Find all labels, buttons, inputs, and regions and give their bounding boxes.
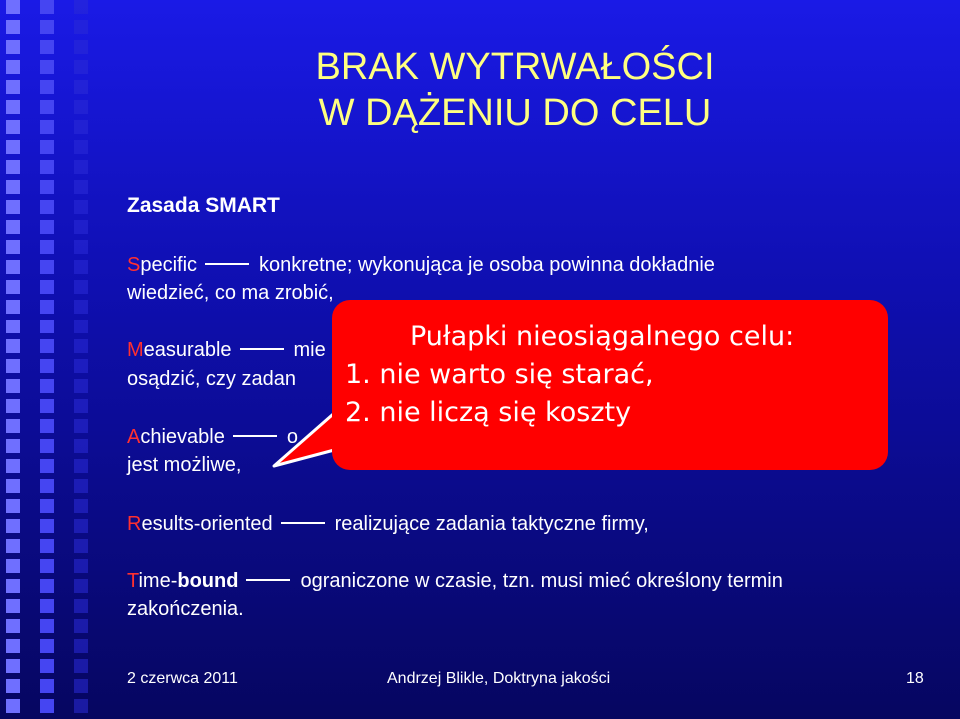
dash-separator [281,522,325,524]
decorative-square [74,339,88,353]
criterion-description: o [286,426,298,448]
decorative-square [6,619,20,633]
decorative-square [6,0,20,14]
decorative-square [40,579,54,593]
decorative-square [40,619,54,633]
criterion-description: konkretne; wykonująca je osoba powinna dokładnie [259,254,715,276]
decorative-square [74,479,88,493]
decorative-square [74,180,88,194]
decorative-square [40,260,54,274]
decorative-square [6,639,20,653]
decorative-square [40,60,54,74]
decorative-square [6,579,20,593]
decorative-square [74,260,88,274]
decorative-square [40,359,54,373]
criterion-time [127,567,907,595]
decorative-square [40,459,54,473]
criterion-description: realizujące zadania taktyczne firmy, [334,513,649,535]
criterion-specific-cont: wiedzieć, co ma zrobić, [127,282,334,304]
decorative-square [74,599,88,613]
decorative-square [6,240,20,254]
decorative-square [6,160,20,174]
criterion-time-cont: zakończenia. [127,598,244,620]
decorative-square [40,120,54,134]
criterion-measurable-cont: osądzić, czy zadan [127,368,296,390]
decorative-square [40,679,54,693]
decorative-square [6,699,20,713]
decorative-square [74,0,88,14]
decorative-square [6,100,20,114]
decorative-square [74,80,88,94]
decorative-square [74,220,88,234]
decorative-square [40,200,54,214]
page-number: 18 [906,670,924,687]
decorative-square [40,539,54,553]
decorative-square [6,20,20,34]
decorative-square [40,220,54,234]
slide-title-line: W DĄŻENIU DO CELU [318,92,712,134]
decorative-square [74,160,88,174]
decorative-square [40,699,54,713]
decorative-square [74,679,88,693]
decorative-square [74,399,88,413]
criterion-letter: M [127,339,144,361]
decorative-square [40,80,54,94]
decorative-squares [40,0,68,719]
decorative-square [40,379,54,393]
decorative-square [6,379,20,393]
criterion-description: ograniczone w czasie, tzn. musi mieć określony termin [300,570,783,592]
decorative-square-column [0,0,112,719]
callout-text [345,318,794,432]
decorative-square [6,479,20,493]
decorative-square [40,519,54,533]
decorative-square [6,220,20,234]
decorative-square [40,419,54,433]
decorative-square [40,140,54,154]
criterion-letter: S [127,254,141,276]
decorative-square [6,679,20,693]
slide-title [120,44,910,136]
decorative-square [6,300,20,314]
callout-title: Pułapki nieosiągalnego celu: [410,321,795,352]
decorative-square [74,20,88,34]
criterion-word: easurable [143,339,232,361]
callout-item: 2. nie liczą się koszty [345,397,632,428]
decorative-square [40,300,54,314]
decorative-square [6,559,20,573]
decorative-square [74,140,88,154]
decorative-square [6,200,20,214]
decorative-square [6,339,20,353]
decorative-square [40,100,54,114]
decorative-square [74,419,88,433]
decorative-square [6,140,20,154]
decorative-square [74,559,88,573]
decorative-square [74,300,88,314]
decorative-square [6,180,20,194]
decorative-square [6,260,20,274]
criterion-letter: R [127,513,142,535]
decorative-square [40,639,54,653]
decorative-square [40,240,54,254]
decorative-square [74,379,88,393]
decorative-square [40,40,54,54]
callout-pointer-joint [332,380,344,440]
decorative-square [74,519,88,533]
decorative-square [74,200,88,214]
decorative-square [40,559,54,573]
decorative-square [40,659,54,673]
criterion-word-bold: bound [177,570,239,592]
decorative-square [40,180,54,194]
criterion-word: chievable [140,426,225,448]
decorative-square [6,459,20,473]
criterion-letter: T [127,570,139,592]
decorative-square [6,659,20,673]
subheading: Zasada SMART [127,194,280,217]
criterion-description: mie [293,339,326,361]
decorative-square [6,280,20,294]
decorative-square [6,519,20,533]
decorative-square [74,439,88,453]
decorative-square [6,60,20,74]
criterion-achievable-cont: jest możliwe, [127,454,242,476]
slide-title-line: BRAK WYTRWAŁOŚCI [315,46,715,88]
decorative-square [74,619,88,633]
decorative-square [74,60,88,74]
decorative-square [74,579,88,593]
criterion-word: pecific [140,254,198,276]
criterion-letter: A [127,426,141,448]
decorative-square [74,40,88,54]
decorative-square [6,320,20,334]
criterion-results [127,510,907,538]
decorative-square [6,399,20,413]
decorative-square [74,499,88,513]
decorative-square [40,160,54,174]
criterion-specific [127,251,907,279]
decorative-square [40,599,54,613]
decorative-square [6,120,20,134]
decorative-square [74,120,88,134]
decorative-square [6,499,20,513]
decorative-square [74,639,88,653]
decorative-square [74,359,88,373]
decorative-square [74,539,88,553]
decorative-square [74,459,88,473]
decorative-square [40,320,54,334]
decorative-square [74,699,88,713]
dash-separator [246,579,290,581]
footer-date: 2 czerwca 2011 [127,670,238,687]
dash-separator [240,348,284,350]
decorative-square [6,439,20,453]
callout-item: 1. nie warto się starać, [345,359,654,390]
decorative-square [6,40,20,54]
decorative-square [6,80,20,94]
decorative-square [74,659,88,673]
decorative-square [6,419,20,433]
decorative-square [74,280,88,294]
decorative-square [40,280,54,294]
dash-separator [205,263,249,265]
decorative-square [74,320,88,334]
decorative-squares [6,0,34,719]
footer-author: Andrzej Blikle, Doktryna jakości [387,670,611,687]
decorative-square [40,339,54,353]
decorative-square [74,240,88,254]
decorative-square [74,100,88,114]
decorative-square [6,539,20,553]
decorative-square [40,399,54,413]
decorative-square [6,599,20,613]
decorative-square [40,439,54,453]
criterion-word: ime- [138,570,178,592]
criterion-word: esults-oriented [141,513,273,535]
decorative-square [40,479,54,493]
decorative-squares [74,0,102,719]
decorative-square [40,0,54,14]
decorative-square [6,359,20,373]
decorative-square [40,20,54,34]
decorative-square [40,499,54,513]
